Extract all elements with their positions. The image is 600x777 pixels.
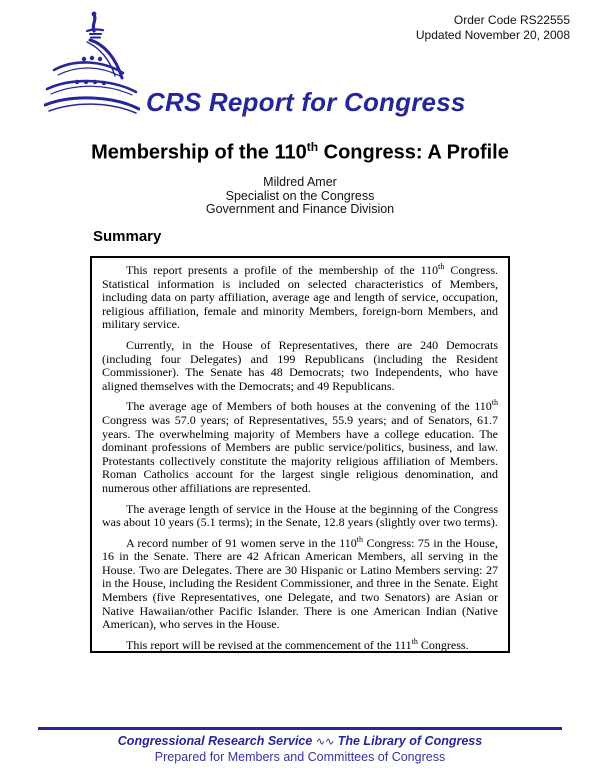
order-code: Order Code RS22555 [453, 13, 570, 27]
footer-service-line [0, 734, 600, 748]
footer-prepared-line: Prepared for Members and Committees of Congress [154, 750, 446, 764]
author-role: Specialist on the Congress [225, 188, 375, 203]
footer-loc-label: The Library of Congress [337, 734, 483, 748]
footer-divider [38, 727, 562, 730]
summary-paragraph: The average length of service in the House at the beginning of the Congress was about 10 years (5.1 terms); in the Senate, 12.8 years (slightly over two terms). [102, 501, 498, 530]
summary-heading: Summary [93, 228, 162, 245]
summary-paragraph: A record number of 91 women serve in the 110th Congress: 75 in the House, 16 in the Senate. There are 42 African American Members, all serving in the House. Two are Delegates. There are 30 Hispanic or Latino Members serving: 27 in the House, including the Resident Commissioner, and three in the Senate. Eight Members (five Representatives, one Delegate, and two Senators) are Asian or Native Hawaiian/other Pacific Islander. There is one American Indian (Native American), who serves in the House. [102, 534, 499, 632]
summary-paragraph: Currently, in the House of Representatives, there are 240 Democrats (including four Delegates) and 199 Republicans (including the Resident Commissioner). The Senate has 48 Democrats; two Independents, who have aligned themselves with the Democrats; and 49 Republicans. [102, 337, 498, 393]
author-name: Mildred Amer [263, 175, 337, 189]
summary-paragraph: This report will be revised at the commencement of the 111th Congress. [126, 636, 469, 652]
summary-paragraph: The average age of Members of both houses at the convening of the 110th Congress was 57.0 years; of Representatives, 55.9 years; and of Senators, 61.7 years. The overwhelming majority of Members have a college education. The dominant professions of Members are public service/politics, business, and law. Protestants collectively constitute the majority religious affiliation of Members. Roman Catholics account for the largest single religious denomination, and numerous other affiliations are represented. [102, 398, 498, 495]
footer-crs-label: Congressional Research Service [117, 734, 313, 748]
order-code-block [416, 13, 570, 42]
ornament-icon: ∿∿ [315, 736, 335, 748]
page-title: Membership of the 110th Congress: A Profile [91, 140, 509, 164]
updated-date: Updated November 20, 2008 [415, 27, 570, 42]
capitol-dome-logo-icon [44, 10, 140, 116]
author-division: Government and Finance Division [205, 202, 395, 216]
summary-paragraph: This report presents a profile of the membership of the 110th Congress. Statistical information is included on selected characteristics of Members, including data on party affiliation, average age and length of service, occupation, religious affiliation, female and minority Members, foreign-born Members, and military service. [102, 262, 498, 332]
crs-brand-title: CRS Report for Congress [146, 87, 466, 117]
summary-box [90, 256, 510, 653]
author-block [0, 176, 600, 217]
